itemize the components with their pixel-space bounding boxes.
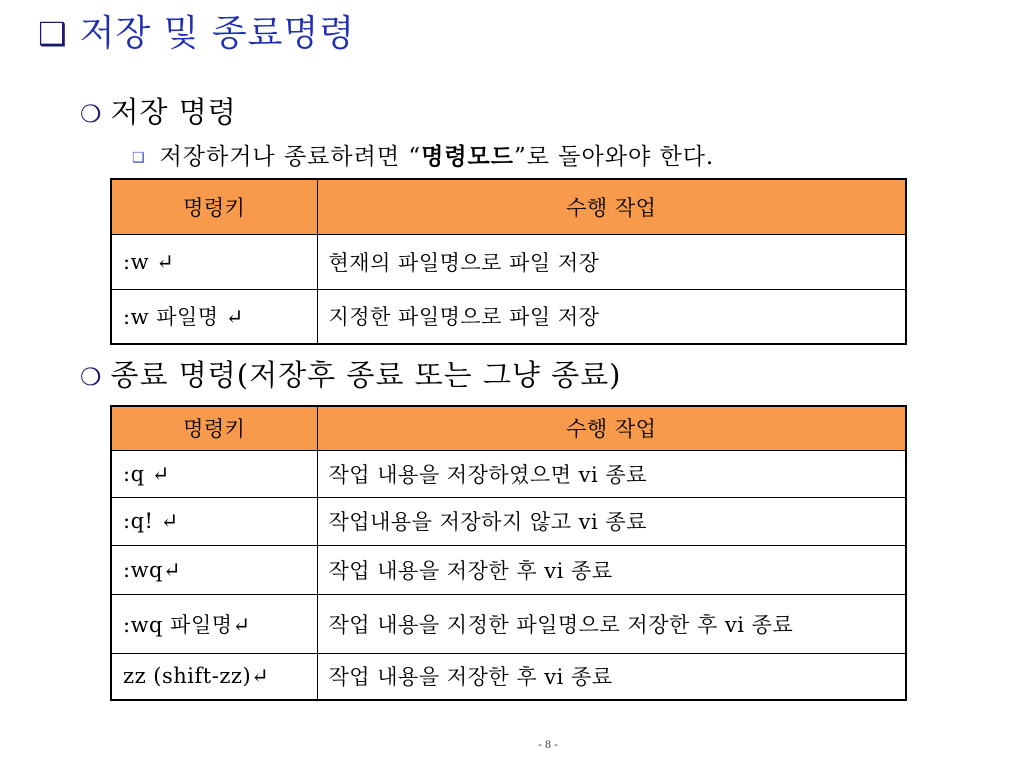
table-row xyxy=(111,234,906,289)
action-cell: 지정한 파일명으로 파일 저장 xyxy=(317,289,906,344)
column-header-command-key: 명령키 xyxy=(111,179,317,234)
action-cell: 작업 내용을 지정한 파일명으로 저장한 후 vi 종료 xyxy=(317,594,906,653)
command-key-cell: :w ↵ xyxy=(111,234,317,289)
note-text-bold: 명령모드 xyxy=(421,143,514,170)
table-row xyxy=(111,545,906,594)
action-cell: 현재의 파일명으로 파일 저장 xyxy=(317,234,906,289)
small-square-bullet-icon: ❑ xyxy=(132,150,146,166)
action-cell: 작업 내용을 저장한 후 vi 종료 xyxy=(317,545,906,594)
table-header-row xyxy=(111,179,906,234)
square-bullet-icon: ❑ xyxy=(38,15,68,53)
table-row xyxy=(111,289,906,344)
table-row xyxy=(111,594,906,653)
action-cell: 작업 내용을 저장하였으면 vi 종료 xyxy=(317,450,906,497)
quit-commands-heading-text: 종료 명령(저장후 종료 또는 그냥 종료) xyxy=(110,358,622,392)
table-row xyxy=(111,497,906,545)
command-key-cell: :w 파일명 ↵ xyxy=(111,289,317,344)
table-header-row xyxy=(111,406,906,450)
action-cell: 작업내용을 저장하지 않고 vi 종료 xyxy=(317,497,906,545)
quit-commands-table xyxy=(110,405,907,701)
note-text-before: 저장하거나 종료하려면 “ xyxy=(159,144,422,170)
save-commands-heading-text: 저장 명령 xyxy=(110,95,237,129)
note-text-after: ”로 돌아와야 한다. xyxy=(514,144,715,170)
action-cell: 작업 내용을 저장한 후 vi 종료 xyxy=(317,653,906,700)
save-commands-table xyxy=(110,178,907,345)
column-header-action: 수행 작업 xyxy=(317,406,906,450)
circle-bullet-icon: ❍ xyxy=(80,100,103,128)
command-key-cell: zz (shift-zz)↵ xyxy=(111,653,317,700)
slide-title xyxy=(38,10,355,58)
command-key-cell: :wq↵ xyxy=(111,545,317,594)
save-commands-heading xyxy=(80,92,237,134)
column-header-action: 수행 작업 xyxy=(317,179,906,234)
command-key-cell: :wq 파일명↵ xyxy=(111,594,317,653)
page-number: - 8 - xyxy=(538,737,558,751)
slide-title-text: 저장 및 종료명령 xyxy=(79,13,356,54)
command-mode-note xyxy=(132,140,714,175)
command-key-cell: :q! ↵ xyxy=(111,497,317,545)
table-row xyxy=(111,450,906,497)
table-row xyxy=(111,653,906,700)
circle-bullet-icon: ❍ xyxy=(80,363,103,391)
quit-commands-heading xyxy=(80,355,621,397)
column-header-command-key: 명령키 xyxy=(111,406,317,450)
command-key-cell: :q ↵ xyxy=(111,450,317,497)
